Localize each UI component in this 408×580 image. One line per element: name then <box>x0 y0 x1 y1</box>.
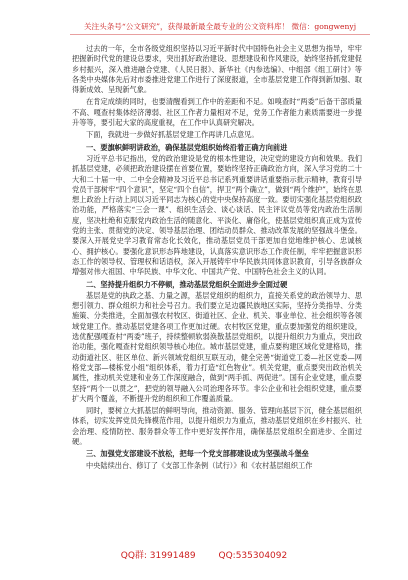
paragraph: 在肯定成绩的同时，也要清醒看到工作中的差距和不足。如嗅查时“两委”后备干部质量不高、嘎查村集体经济薄弱、社区工作者力量相对不足，党务工作者能力素质需要进一步提升等等，要引起大家的高度重视，在工作中认真研究解决。 <box>72 97 362 128</box>
section-heading: 一、要旗帜鲜明讲政治，确保基层党组织始终沿着正确方向前进 <box>86 142 288 152</box>
section-heading: 三、加强党支部建设不放松，把每一个党支部都建设成为坚强战斗堡垒 <box>86 449 309 459</box>
promo-banner: 关注头条号“公文研究”，获得最新最全最专业的公文资料库！ 微信：gongwenyj <box>70 20 370 35</box>
qq-number: QQ:535304092 <box>218 551 288 561</box>
section-heading: 二、坚持提升组织力不停顿，推动基层党组织全面进步全面过硬 <box>86 279 288 289</box>
qq-group: QQ群: 31991489 <box>120 551 196 561</box>
footer-contact <box>0 548 408 561</box>
paragraph: 基层是党的执政之基、力量之源，基层党组织的组织力，直接关系党的政治领导力、思想引领力、群众组织力和社会号召力。我们要立足边疆民族地区实际，坚持分类指导、分类施策、分类推进，全面加强农村牧区、街道社区、企业、机关、事业单位、社会组织等各领域党建工作。推动基层党建各项工作更加过硬。农村牧区党建，重点要加强党的组织建设，选优配强嘎查村“两委”班子，持续整顿软弱涣散基层党组织，以提升组织力为重点，突出政治功能，强化嘎查村党组织领导核心地位。城市基层党建，重点要构建区域化党建格局，推动街道社区、驻区单位、新兴领域党组织互联互动，健全完善“街道党工委—社区党委—网格党支部—楼栋党小组”组织体系，着力打造“红色物业”。机关党建，重点要突出政治机关属性，推动机关党建和业务工作深度融合，做到“两手抓、两促进”。国有企业党建，重点要坚持“两个一以贯之”，把党的领导融入公司治理各环节。非公企业和社会组织党建，重点要扩大两个覆盖，不断提升党的组织和工作覆盖质量。 <box>72 290 362 403</box>
document-body <box>72 44 362 473</box>
paragraph: 中央陆续出台、修订了《支部工作条例（试行）》和《农村基层组织工作 <box>86 460 313 470</box>
paragraph: 过去的一年，全市各级党组织坚持以习近平新时代中国特色社会主义思想为指导，牢牢把握新时代党的建设总要求，突出抓好政治建设、思想建设和作风建设，始终坚持抓党建促乡村振兴，深入推进融合党建、《人民日报》、新华社《内参选编》、中组部《组工研讨》等各类中央媒体先后对市委推进党建工作进行了深度报道，全市基层党建工作得到新加强、取得新成效、呈现新气象。 <box>72 44 362 95</box>
paragraph: 下面，我就进一步做好抓基层党建工作再讲几点意见。 <box>86 130 259 140</box>
paragraph: 同时，要树立大抓基层的鲜明导向，推动资源、服务、管理向基层下沉，健全基层组织体系，切实发挥党员先锋模范作用，以提升组织力为重点，推动基层党组织在乡村振兴、社会治理、疫情防控、服务群众等工作中更好发挥作用，确保基层党组织全面进步、全面过硬。 <box>72 406 362 446</box>
paragraph: 习近平总书记指出，党的政治建设是党的根本性建设，决定党的建设方向和效果。我们抓基层党建，必须把政治建设摆在首要位置，要始终坚持正确政治方向，深入学习党的二十大和二十届一中、二中全会精神及习近平总书记系列重要讲话重要指示批示精神，教育引导党员干部树牢“四个意识”，坚定“四个自信”，捍卫“两个确立”，做到“两个维护”，始终在思想上政治上行动上同以习近平同志为核心的党中央保持高度一致。要切实强化基层党组织政治功能，严格落实“三会一课”、组织生活会、谈心谈话、民主评议党员等党内政治生活制度，坚决杜绝和克服党内政治生活的随意化、平淡化、庸俗化，使基层党组织真正成为宣传党的主张、贯彻党的决定、领导基层治理、团结动员群众、推动改革发展的坚强战斗堡垒。要深入开展党史学习教育常态化长效化，推动基层党员干部更加自觉地维护核心、忠诚核心、拥护核心。要强化意识形态阵地建设，认真落实意识形态工作责任制，牢牢把握意识形态工作的领导权、管理权和话语权，深入开展铸牢中华民族共同体意识教育，引导各族群众增强对伟大祖国、中华民族、中华文化、中国共产党、中国特色社会主义的认同。 <box>72 153 362 277</box>
